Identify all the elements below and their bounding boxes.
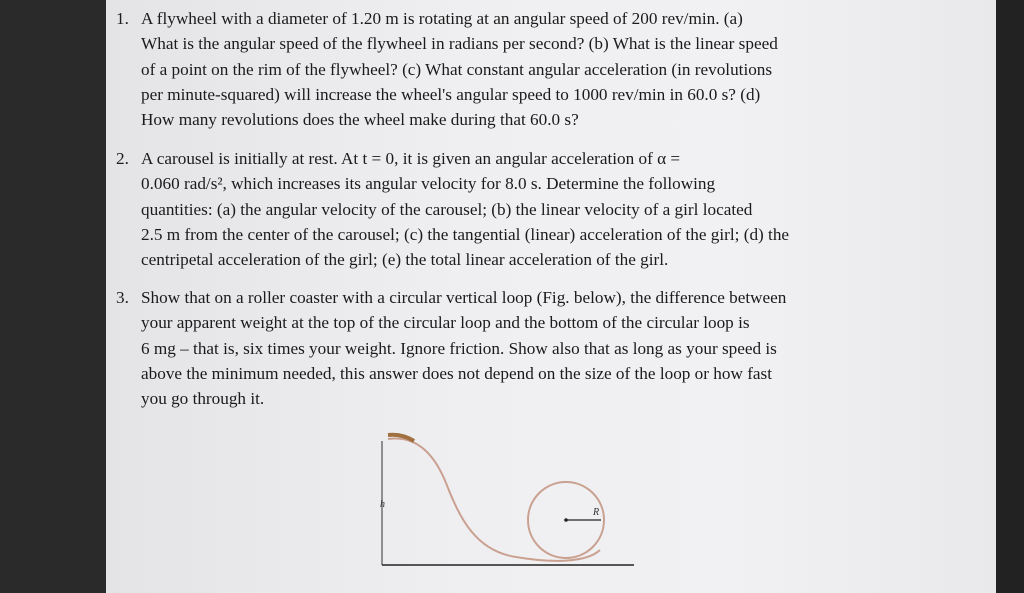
problem-number: 1. <box>116 9 129 28</box>
text-line: of a point on the rim of the flywheel? (c) What constant angular acceleration (in revolutions <box>141 59 773 79</box>
text-line: A flywheel with a diameter of 1.20 m is rotating at an angular speed of 200 rev/min. (a) <box>141 9 743 28</box>
text-line: 6 mg – that is, six times your weight. Ignore friction. Show also that as long as your speed is <box>141 338 777 358</box>
document-page <box>106 0 996 593</box>
text-line: your apparent weight at the top of the circular loop and the bottom of the circular loop is <box>141 313 750 333</box>
text-line: What is the angular speed of the flywheel in radians per second? (b) What is the linear speed <box>141 34 778 54</box>
text-line: 0.060 rad/s², which increases its angular velocity for 8.0 s. Determine the following <box>141 174 716 194</box>
text-line: above the minimum needed, this answer does not depend on the size of the loop or how fast <box>141 363 773 383</box>
right-dark-border <box>996 0 1024 593</box>
text-line: you go through it. <box>141 389 265 409</box>
roller-coaster-loop-figure <box>376 425 646 575</box>
text-line: per minute-squared) will increase the wheel's angular speed to 1000 rev/min in 60.0 s? (d) <box>141 84 761 104</box>
text-line: 2.5 m from the center of the carousel; (c) the tangential (linear) acceleration of the girl; (d) the <box>141 224 790 244</box>
text-line: centripetal acceleration of the girl; (e) the total linear acceleration of the girl. <box>141 250 669 270</box>
text-line: A carousel is initially at rest. At t = 0, it is given an angular acceleration of α = <box>141 149 681 168</box>
problem-number: 2. <box>116 149 129 168</box>
loop-center-dot <box>564 518 568 522</box>
problem-text <box>141 146 789 272</box>
radius-label: R <box>593 507 600 518</box>
problem-text <box>141 6 778 132</box>
text-line: quantities: (a) the angular velocity of the carousel; (b) the linear velocity of a girl located <box>141 199 753 219</box>
coaster-track <box>388 438 600 560</box>
height-label: h <box>380 499 385 510</box>
problem-number: 3. <box>116 288 129 307</box>
text-line: How many revolutions does the wheel make during that 60.0 s? <box>141 110 579 130</box>
left-dark-border <box>0 0 106 593</box>
text-line: Show that on a roller coaster with a circular vertical loop (Fig. below), the difference between <box>141 288 787 307</box>
problem-text <box>141 285 786 411</box>
